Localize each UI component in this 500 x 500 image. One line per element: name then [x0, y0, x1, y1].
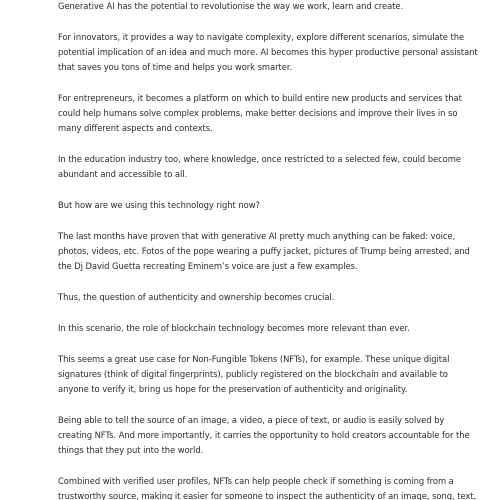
paragraph — [58, 352, 450, 397]
paragraph — [58, 30, 478, 75]
paragraph-line: The last months have proven that with generative AI pretty much anything can be faked: voice, — [58, 231, 456, 241]
paragraph-line: This seems a great use case for Non-Fungible Tokens (NFTs), for example. These unique digital — [58, 354, 450, 364]
paragraph — [58, 0, 440, 14]
paragraph-line: potential implication of an idea and much more. AI becomes this hyper productive personal assistant — [58, 47, 478, 57]
paragraph — [58, 321, 440, 336]
paragraph — [58, 91, 462, 136]
paragraph — [58, 229, 470, 274]
paragraph — [58, 290, 440, 305]
paragraph-line: But how are we using this technology right now? — [58, 200, 260, 210]
paragraph-line: For innovators, it provides a way to navigate complexity, explore different scenarios, simulate the — [58, 32, 465, 42]
paragraph-line: In the education industry too, where knowledge, once restricted to a selected few, could become — [58, 154, 461, 164]
paragraph-line: could help humans solve complex problems, make better decisions and improve their lives in so — [58, 108, 458, 118]
paragraph-line: many different aspects and contexts. — [58, 123, 213, 133]
paragraph-line: Being able to tell the source of an image, a video, a piece of text, or audio is easily solved by — [58, 415, 445, 425]
paragraph — [58, 198, 440, 213]
article-body — [58, 0, 478, 500]
paragraph-line: signatures (think of digital fingerprints), publicly registered on the blockchain and available to — [58, 369, 448, 379]
paragraph-line: that saves you tons of time and helps you work smarter. — [58, 62, 293, 72]
paragraph — [58, 413, 470, 458]
paragraph-line: For entrepreneurs, it becomes a platform on which to build entire new products and services that — [58, 93, 462, 103]
paragraph-line: abundant and accessible to all. — [58, 169, 188, 179]
paragraph-line: things that they put into the world. — [58, 445, 204, 455]
paragraph-line: anyone to verify it, bring us hope for the preservation of authenticity and originality. — [58, 384, 408, 394]
paragraph-line: creating NFTs. And more importantly, it carries the opportunity to hold creators accountable for the — [58, 430, 470, 440]
paragraph-line: Thus, the question of authenticity and ownership becomes crucial. — [58, 292, 335, 302]
paragraph-line: In this scenario, the role of blockchain technology becomes more relevant than ever. — [58, 323, 410, 333]
paragraph — [58, 152, 461, 182]
paragraph-line: Combined with verified user profiles, NFTs can help people check if something is coming from a — [58, 476, 454, 486]
paragraph-line: Generative AI has the potential to revolutionise the way we work, learn and create. — [58, 1, 404, 11]
paragraph-line: trustworthy source, making it easier for someone to inspect the authenticity of an image, song, text, — [58, 491, 477, 500]
paragraph — [58, 474, 477, 500]
paragraph-line: photos, videos, etc. Fotos of the pope wearing a puffy jacket, pictures of Trump being arrested, and — [58, 246, 470, 256]
paragraph-line: the Dj David Guetta recreating Eminem’s voice are just a few examples. — [58, 261, 358, 271]
